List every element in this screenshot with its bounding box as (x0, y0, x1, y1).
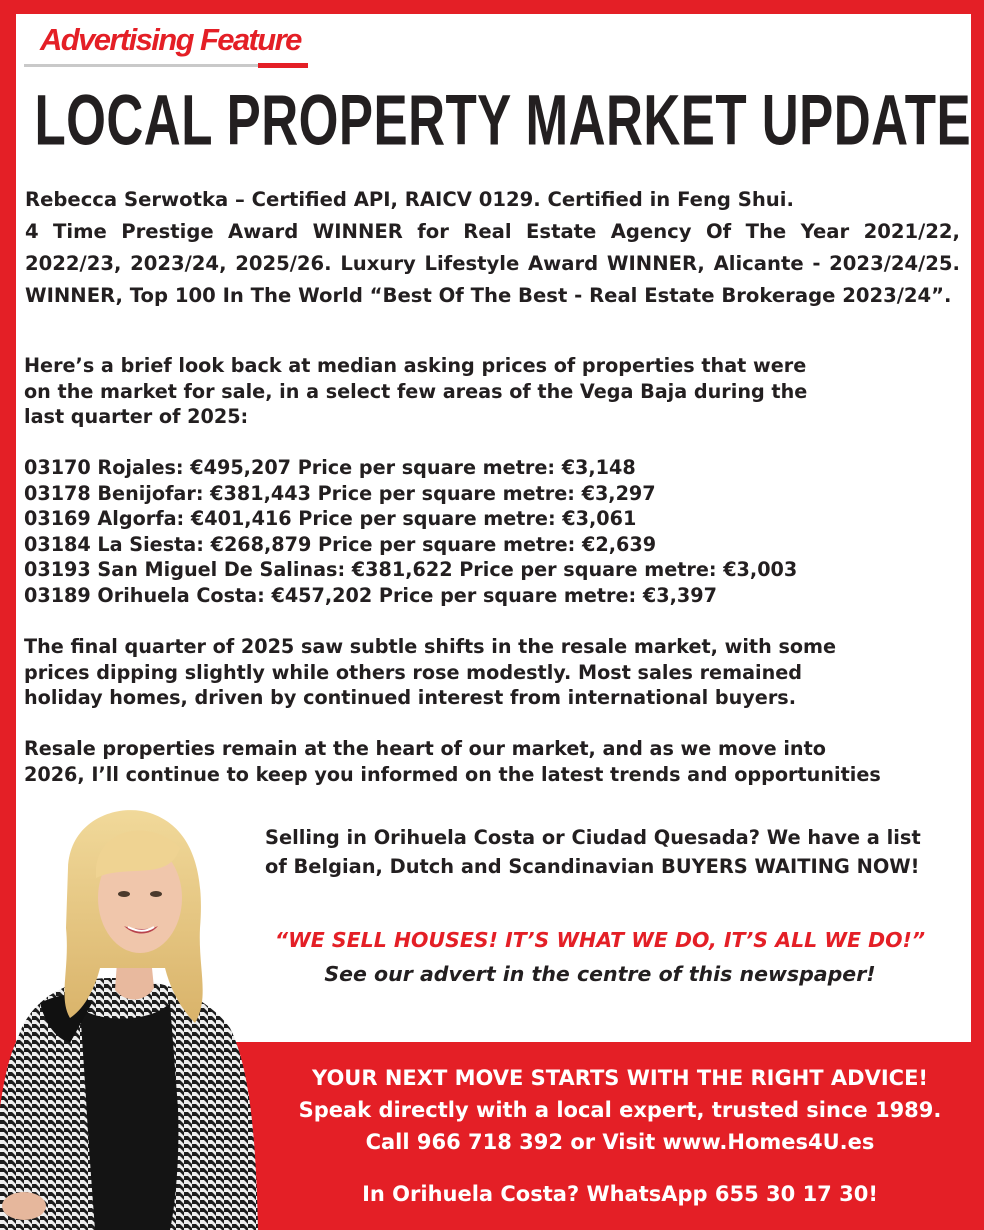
call-to-action (265, 1062, 975, 1210)
intro-paragraph (24, 353, 924, 430)
price-list (24, 455, 924, 609)
company-slogan: “WE SELL HOUSES! IT’S WHAT WE DO, IT’S ALL WE DO!” (274, 928, 926, 952)
cta-spacer (265, 1158, 975, 1178)
outlook-paragraph (24, 736, 924, 787)
price-list-item: 03189 Orihuela Costa: €457,202 Price per square metre: €3,397 (24, 583, 717, 607)
agent-portrait-photo (0, 808, 260, 1230)
intro-line: Here’s a brief look back at median asking prices of properties that were (24, 354, 807, 377)
selling-line: Selling in Orihuela Costa or Ciudad Quesada? We have a list (265, 826, 921, 849)
tag-underline-grey (24, 64, 260, 67)
tag-underline-red (258, 63, 308, 68)
price-list-item: 03170 Rojales: €495,207 Price per square metre: €3,148 (24, 456, 636, 479)
agent-credentials (25, 184, 960, 312)
credentials-line: 4 Time Prestige Award WINNER for Real Estate Agency Of The Year 2021/22, (25, 220, 960, 243)
advert-reference: See our advert in the centre of this newspaper! (324, 962, 876, 986)
intro-line: on the market for sale, in a select few areas of the Vega Baja during the (24, 379, 808, 403)
outlook-line: Resale properties remain at the heart of our market, and as we move into (24, 737, 826, 760)
cta-line: YOUR NEXT MOVE STARTS WITH THE RIGHT ADVICE! (311, 1066, 928, 1090)
outlook-line: 2026, I’ll continue to keep you informed on the latest trends and opportunities (24, 762, 881, 786)
summary-line: prices dipping slightly while others rose modestly. Most sales remained (24, 660, 803, 684)
credentials-line: Rebecca Serwotka – Certified API, RAICV 0129. Certified in Feng Shui. (25, 188, 794, 211)
summary-line: The final quarter of 2025 saw subtle shifts in the resale market, with some (24, 635, 837, 658)
buyers-waiting-note (265, 823, 921, 881)
cta-line: Speak directly with a local expert, trusted since 1989. (298, 1098, 942, 1122)
whatsapp-line: In Orihuela Costa? WhatsApp 655 30 17 30! (362, 1182, 878, 1206)
advertising-feature-tag: Advertising Feature (40, 22, 301, 57)
cta-line: Call 966 718 392 or Visit www.Homes4U.es (365, 1130, 875, 1154)
page-headline: LOCAL PROPERTY MARKET UPDATE (34, 79, 972, 160)
price-list-item: 03169 Algorfa: €401,416 Price per square metre: €3,061 (24, 507, 637, 531)
summary-line: holiday homes, driven by continued interest from international buyers. (24, 686, 796, 710)
credentials-line: WINNER, Top 100 In The World “Best Of The Best - Real Estate Brokerage 2023/24”. (25, 284, 952, 307)
summary-paragraph (24, 634, 924, 711)
credentials-line: 2022/23, 2023/24, 2025/26. Luxury Lifestyle Award WINNER, Alicante - 2023/24/25. (25, 252, 960, 275)
price-list-item: 03184 La Siesta: €268,879 Price per square metre: €2,639 (24, 532, 657, 556)
price-list-item: 03178 Benijofar: €381,443 Price per square metre: €3,297 (24, 481, 656, 505)
selling-line: of Belgian, Dutch and Scandinavian BUYERS WAITING NOW! (265, 855, 920, 878)
price-list-item: 03193 San Miguel De Salinas: €381,622 Price per square metre: €3,003 (24, 558, 798, 582)
intro-line: last quarter of 2025: (24, 405, 249, 429)
